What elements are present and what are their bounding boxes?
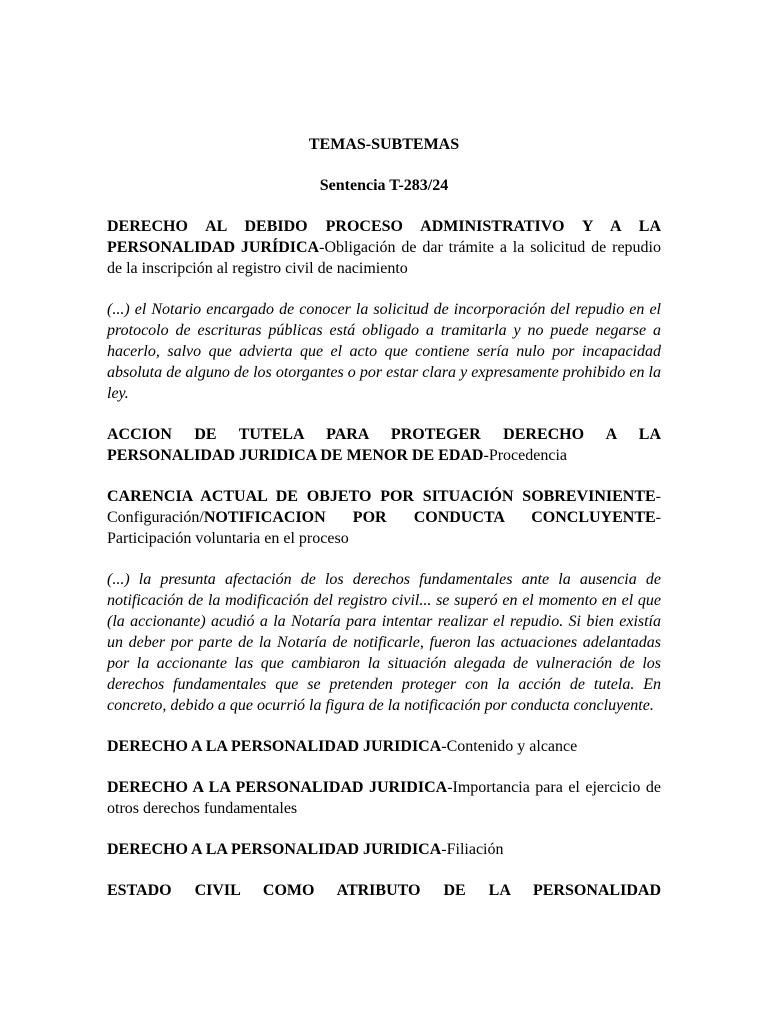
topic-heading: DERECHO AL DEBIDO PROCESO ADMINISTRATIVO Y A LA PERSONALIDAD JURÍDICA (107, 218, 661, 256)
topic-paragraph-6 (107, 839, 661, 860)
quote-paragraph-1: (...) el Notario encargado de conocer la solicitud de incorporación del repudio en el protocolo de escrituras públicas está obligado a tramitarla y no puede negarse a hacerlo, salvo que advierta que el acto que contiene sería nulo por incapacidad absoluta de alguno de los otorgantes o por estar clara y expresamente prohibido en la ley. (107, 301, 661, 402)
document-subtitle: Sentencia T-283/24 (319, 177, 449, 194)
topic-heading-secondary: NOTIFICACION POR CONDUCTA CONCLUYENTE (203, 509, 656, 526)
topic-paragraph-5 (107, 777, 661, 819)
quote-paragraph-2: (...) la presunta afectación de los derechos fundamentales ante la ausencia de notificación de la modificación del registro civil... se superó en el momento en el que (la accionante) acudió a la Notaría para intentar realizar el repudio. Si bien existía un deber por parte de la Notaría de notificarle, fueron las actuaciones adelantadas por la accionante las que cambiaron la situación alegada de vulneración de los derechos fundamentales que se pretenden proteger con la acción de tutela. En concreto, debido a que ocurrió la figura de la notificación por conducta concluyente. (107, 571, 661, 714)
topic-heading: ESTADO CIVIL COMO ATRIBUTO DE LA PERSONALIDAD (107, 882, 661, 899)
topic-paragraph-7 (107, 880, 661, 901)
topic-heading: DERECHO A LA PERSONALIDAD JURIDICA (107, 779, 448, 796)
topic-paragraph-4 (107, 736, 661, 757)
topic-paragraph-1 (107, 216, 661, 279)
topic-subtheme: -Procedencia (483, 447, 567, 464)
topic-heading: DERECHO A LA PERSONALIDAD JURIDICA (107, 841, 442, 858)
topic-subtheme: -Filiación (441, 841, 504, 858)
document-page (107, 134, 661, 921)
topic-paragraph-2 (107, 424, 661, 466)
topic-subtheme-secondary: -Participación voluntaria en el proceso (107, 509, 661, 547)
topic-subtheme: -Obligación de dar trámite a la solicitud de repudio de la inscripción al registro civil de nacimiento (107, 239, 661, 277)
document-title: TEMAS-SUBTEMAS (308, 136, 460, 153)
topic-heading: DERECHO A LA PERSONALIDAD JURIDICA (107, 738, 442, 755)
topic-paragraph-3 (107, 486, 661, 549)
topic-heading: CARENCIA ACTUAL DE OBJETO POR SITUACIÓN SOBREVINIENTE (107, 488, 656, 505)
topic-subtheme: -Contenido y alcance (441, 738, 578, 755)
topic-subtheme: -Importancia para el ejercicio de otros derechos fundamentales (107, 779, 661, 817)
topic-subtheme: -Configuración/ (107, 488, 661, 526)
topic-heading: ACCION DE TUTELA PARA PROTEGER DERECHO A LA PERSONALIDAD JURIDICA DE MENOR DE EDAD (107, 426, 661, 464)
